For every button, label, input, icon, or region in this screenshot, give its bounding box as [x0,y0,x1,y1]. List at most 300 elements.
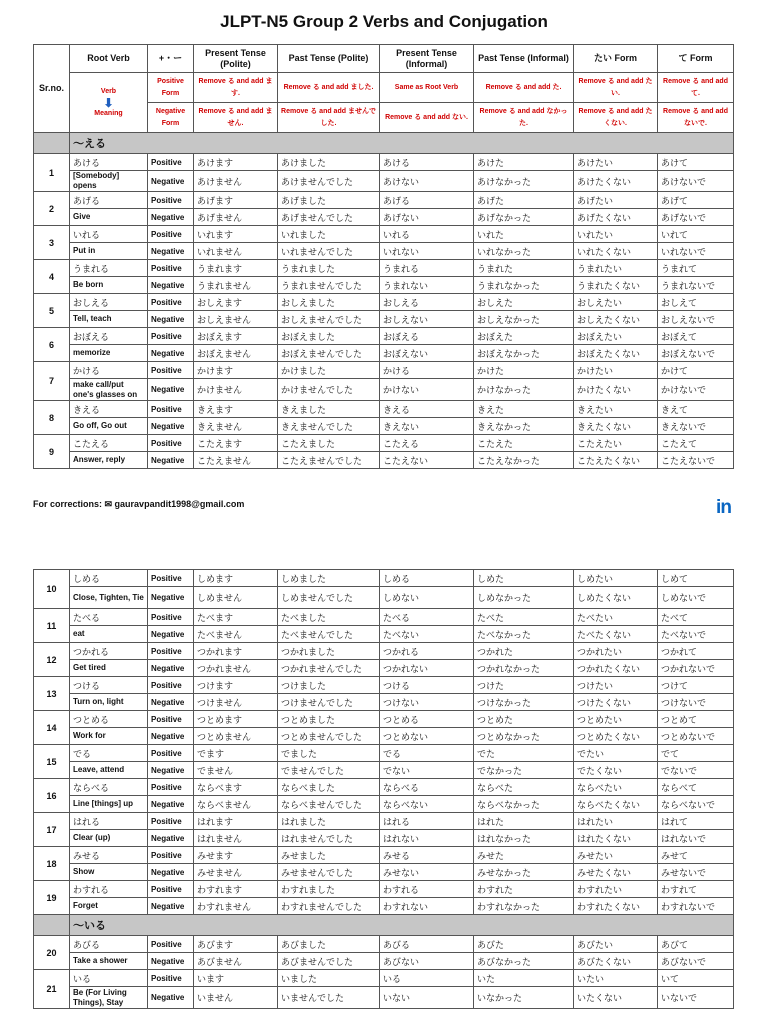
conjugation-cell: つとめました [278,711,380,728]
table-row [34,847,734,864]
conjugation-cell: あげました [278,192,380,209]
conjugation-cell: いれませんでした [278,243,380,260]
conjugation-cell: みせないで [658,864,734,881]
verb-number: 14 [34,711,70,745]
conjugation-cell: わすれたい [574,881,658,898]
conjugation-cell: つかれて [658,643,734,660]
conjugation-cell: あけたい [574,154,658,171]
verb-meaning: Line [things] up [70,796,148,813]
conjugation-cell: いれる [380,226,474,243]
root-verb: おぼえる [70,328,148,345]
conjugation-cell: つとめない [380,728,474,745]
polarity-positive: Positive [148,677,194,694]
conjugation-cell: こたえたくない [574,452,658,469]
verb-number: 6 [34,328,70,362]
conjugation-cell: つけたくない [574,694,658,711]
verb-rows [34,154,734,469]
conjugation-cell: おしえる [380,294,474,311]
table-row [34,277,734,294]
conjugation-cell: あびました [278,936,380,953]
conjugation-cell: いないで [658,987,734,1009]
conjugation-cell: つとめた [474,711,574,728]
polarity-positive: Positive [148,970,194,987]
verb-meaning: Get tired [70,660,148,677]
conjugation-cell: います [194,970,278,987]
conjugation-cell: つとめなかった [474,728,574,745]
conjugation-cell: あげない [380,209,474,226]
table-row [34,660,734,677]
conjugation-cell: つかれた [474,643,574,660]
conjugation-cell: つかれません [194,660,278,677]
conjugation-cell: うまれます [194,260,278,277]
conjugation-cell: かける [380,362,474,379]
conjugation-cell: おしえて [658,294,734,311]
conjugation-cell: みせません [194,864,278,881]
conjugation-cell: はれなかった [474,830,574,847]
conjugation-cell: ならべません [194,796,278,813]
conjugation-cell: きえたい [574,401,658,418]
conjugation-cell: たべない [380,626,474,643]
verb-number: 3 [34,226,70,260]
conjugation-cell: わすれたくない [574,898,658,915]
conjugation-cell: おぼえたい [574,328,658,345]
conjugation-cell: こたえません [194,452,278,469]
header-verb: Verb [100,87,117,95]
conjugation-cell: あびる [380,936,474,953]
conjugation-cell: わすれなかった [474,898,574,915]
root-verb: あげる [70,192,148,209]
rule-positive: Remove る and add たい. [574,73,658,103]
conjugation-cell: あびないで [658,953,734,970]
conjugation-cell: ならべました [278,779,380,796]
polarity-positive: Positive [148,401,194,418]
root-verb: ならべる [70,779,148,796]
polarity-negative: Negative [148,345,194,362]
conjugation-cell: つけないで [658,694,734,711]
verb-number: 20 [34,936,70,970]
conjugation-cell: みせませんでした [278,864,380,881]
polarity-negative: Negative [148,626,194,643]
table-row [34,154,734,171]
conjugation-cell: あけなかった [474,171,574,192]
conjugation-cell: かけない [380,379,474,401]
conjugation-cell: きえませんでした [278,418,380,435]
conjugation-cell: いれない [380,243,474,260]
conjugation-cell: たべて [658,609,734,626]
conjugation-cell: はれます [194,813,278,830]
conjugation-cell: いれなかった [474,243,574,260]
conjugation-cell: たべなかった [474,626,574,643]
conjugation-cell: いて [658,970,734,987]
conjugation-cell: いれた [474,226,574,243]
conjugation-cell: かけなかった [474,379,574,401]
verb-number: 2 [34,192,70,226]
conjugation-cell: あびたくない [574,953,658,970]
conjugation-cell: ならべなかった [474,796,574,813]
rule-negative: Remove る and add ないで. [658,103,734,133]
conjugation-cell: ならべたくない [574,796,658,813]
root-verb: つとめる [70,711,148,728]
conjugation-cell: おしえないで [658,311,734,328]
conjugation-cell: はれました [278,813,380,830]
conjugation-cell: でます [194,745,278,762]
table-row [34,609,734,626]
conjugation-cell: わすれません [194,898,278,915]
root-verb: たべる [70,609,148,626]
conjugation-cell: はれません [194,830,278,847]
conjugation-cell: つけたい [574,677,658,694]
conjugation-cell: わすれないで [658,898,734,915]
table-row [34,435,734,452]
conjugation-cell: こたえなかった [474,452,574,469]
root-verb: きえる [70,401,148,418]
conjugation-cell: わすれた [474,881,574,898]
table-row [34,643,734,660]
rule-positive: Remove る and add ました. [278,73,380,103]
root-verb: しめる [70,570,148,587]
polarity-negative: Negative [148,728,194,745]
verb-meaning: Put in [70,243,148,260]
conjugation-cell: うまれない [380,277,474,294]
conjugation-cell: つかれない [380,660,474,677]
root-verb: おしえる [70,294,148,311]
conjugation-cell: しめなかった [474,587,574,609]
verb-number: 21 [34,970,70,1009]
conjugation-cell: おしえたくない [574,311,658,328]
conjugation-cell: みせたくない [574,864,658,881]
conjugation-cell: ならべた [474,779,574,796]
conjugation-cell: あけませんでした [278,171,380,192]
conjugation-cell: うまれません [194,277,278,294]
conjugation-cell: つかれなかった [474,660,574,677]
conjugation-cell: おしえませんでした [278,311,380,328]
table-row [34,260,734,277]
conjugation-cell: しめて [658,570,734,587]
table-row [34,626,734,643]
conjugation-cell: おぼえる [380,328,474,345]
verb-number: 18 [34,847,70,881]
table-row [34,243,734,260]
table-row [34,311,734,328]
rule-negative: Remove る and add ませんでした. [278,103,380,133]
conjugation-cell: ならべたい [574,779,658,796]
conjugation-cell: かけませんでした [278,379,380,401]
conjugation-cell: あけないで [658,171,734,192]
verb-number: 4 [34,260,70,294]
conjugation-cell: でなかった [474,762,574,779]
verb-meaning: Leave, attend [70,762,148,779]
rule-positive: Remove る and add て. [658,73,734,103]
conjugation-cell: つかれます [194,643,278,660]
conjugation-cell: うまれました [278,260,380,277]
conjugation-cell: みせない [380,864,474,881]
table-row [34,379,734,401]
conjugation-cell: つかれたい [574,643,658,660]
header-present-informal: Present Tense (Informal) [380,45,474,73]
conjugation-cell: あびません [194,953,278,970]
conjugation-cell: しめたくない [574,587,658,609]
conjugation-cell: きえました [278,401,380,418]
rule-positive: Remove る and add た. [474,73,574,103]
verb-number: 5 [34,294,70,328]
conjugation-cell: たべません [194,626,278,643]
conjugation-cell: つとめる [380,711,474,728]
table-row [34,711,734,728]
conjugation-cell: おしえたい [574,294,658,311]
conjugation-cell: あけない [380,171,474,192]
conjugation-cell: あけます [194,154,278,171]
polarity-negative: Negative [148,762,194,779]
conjugation-cell: でないで [658,762,734,779]
polarity-negative: Negative [148,796,194,813]
table-row [34,987,734,1009]
conjugation-cell: つとめませんでした [278,728,380,745]
conjugation-cell: あげません [194,209,278,226]
conjugation-cell: うまれないで [658,277,734,294]
polarity-negative: Negative [148,830,194,847]
root-verb: はれる [70,813,148,830]
polarity-negative: Negative [148,243,194,260]
conjugation-cell: うまれて [658,260,734,277]
conjugation-cell: あげたくない [574,209,658,226]
polarity-positive: Positive [148,362,194,379]
conjugation-cell: つかれませんでした [278,660,380,677]
table-row [34,864,734,881]
conjugation-cell: つとめたくない [574,728,658,745]
polarity-positive: Positive [148,328,194,345]
polarity-positive: Positive [148,779,194,796]
arrow-down-icon: ⬇ [103,95,114,110]
conjugation-cell: あけません [194,171,278,192]
conjugation-cell: おぼえます [194,328,278,345]
conjugation-cell: きえなかった [474,418,574,435]
conjugation-cell: はれて [658,813,734,830]
conjugation-cell: みせた [474,847,574,864]
conjugation-cell: いる [380,970,474,987]
verb-number: 1 [34,154,70,192]
verb-meaning: Work for [70,728,148,745]
polarity-negative: Negative [148,660,194,677]
polarity-negative: Negative [148,694,194,711]
conjugation-cell: あびます [194,936,278,953]
polarity-negative: Negative [148,311,194,328]
conjugation-cell: おぼえた [474,328,574,345]
conjugation-cell: みせます [194,847,278,864]
conjugation-cell: たべませんでした [278,626,380,643]
root-verb: あける [70,154,148,171]
conjugation-cell: あびませんでした [278,953,380,970]
conjugation-cell: あげます [194,192,278,209]
conjugation-cell: こたえない [380,452,474,469]
conjugation-cell: つける [380,677,474,694]
linkedin-icon[interactable]: in [713,497,734,518]
conjugation-cell: おぼえませんでした [278,345,380,362]
verb-meaning: Turn on, light [70,694,148,711]
verb-number: 11 [34,609,70,643]
conjugation-cell: こたえました [278,435,380,452]
polarity-negative: Negative [148,898,194,915]
conjugation-cell: たべた [474,609,574,626]
conjugation-cell: かけました [278,362,380,379]
conjugation-cell: こたえた [474,435,574,452]
table-row [34,192,734,209]
conjugation-cell: きえないで [658,418,734,435]
table-row [34,813,734,830]
conjugation-cell: いれたい [574,226,658,243]
conjugation-cell: おぼえません [194,345,278,362]
conjugation-cell: わすれました [278,881,380,898]
rule-positive: Same as Root Verb [380,73,474,103]
conjugation-cell: いたい [574,970,658,987]
conjugation-cell: あびた [474,936,574,953]
table-row [34,362,734,379]
verb-meaning: memorize [70,345,148,362]
conjugation-cell: つけて [658,677,734,694]
table-row [34,328,734,345]
conjugation-cell: しめました [278,570,380,587]
conjugation-cell: きえて [658,401,734,418]
conjugation-cell: おぼえないで [658,345,734,362]
group-label: ～いる [70,915,734,936]
table-row [34,294,734,311]
conjugation-cell: わすれます [194,881,278,898]
conjugation-cell: つけない [380,694,474,711]
table-row [34,881,734,898]
polarity-positive: Positive [148,711,194,728]
conjugation-cell: いれます [194,226,278,243]
conjugation-cell: つとめたい [574,711,658,728]
rule-negative: Remove る and add たくない. [574,103,658,133]
root-verb: いれる [70,226,148,243]
conjugation-cell: みせて [658,847,734,864]
polarity-negative: Negative [148,987,194,1009]
conjugation-cell: つけた [474,677,574,694]
conjugation-cell: つかれたくない [574,660,658,677]
table-row [34,970,734,987]
conjugation-cell: わすれて [658,881,734,898]
table-row [34,779,734,796]
table-row [34,226,734,243]
group-header-iru [34,915,734,936]
verb-meaning: eat [70,626,148,643]
polarity-negative: Negative [148,418,194,435]
conjugation-cell: でません [194,762,278,779]
conjugation-cell: いれたくない [574,243,658,260]
conjugation-cell: あげた [474,192,574,209]
conjugation-cell: しめません [194,587,278,609]
conjugation-cell: ならべませんでした [278,796,380,813]
verb-number: 7 [34,362,70,401]
verb-meaning: Close, Tighten, Tie [70,587,148,609]
conjugation-cell: かけた [474,362,574,379]
footer-corrections: For corrections: ✉ gauravpandit1998@gmail.com [33,499,245,509]
conjugation-cell: つけませんでした [278,694,380,711]
conjugation-cell: うまれたい [574,260,658,277]
conjugation-cell: かけます [194,362,278,379]
conjugation-cell: きえない [380,418,474,435]
conjugation-cell: でる [380,745,474,762]
verb-meaning: Clear (up) [70,830,148,847]
conjugation-cell: あびたい [574,936,658,953]
root-verb: つける [70,677,148,694]
header-positive-form: Positive Form [148,73,194,103]
conjugation-cell: いたくない [574,987,658,1009]
polarity-positive: Positive [148,609,194,626]
conjugation-cell: たべたくない [574,626,658,643]
conjugation-cell: しめる [380,570,474,587]
table-row [34,728,734,745]
conjugation-cell: いれて [658,226,734,243]
conjugation-cell: おしえます [194,294,278,311]
conjugation-cell: うまれた [474,260,574,277]
header-te-form: て Form [658,45,734,73]
conjugation-cell: かけたくない [574,379,658,401]
conjugation-cell: ならべないで [658,796,734,813]
polarity-negative: Negative [148,379,194,401]
conjugation-cell: きえます [194,401,278,418]
conjugation-cell: しめたい [574,570,658,587]
conjugation-cell: かけたい [574,362,658,379]
conjugation-cell: つけます [194,677,278,694]
conjugation-cell: きえません [194,418,278,435]
verb-meaning: Be born [70,277,148,294]
table-row [34,694,734,711]
table-row [34,418,734,435]
verb-meaning: make call/put one's glasses on [70,379,148,401]
polarity-negative: Negative [148,864,194,881]
root-verb: わすれる [70,881,148,898]
verb-meaning: Go off, Go out [70,418,148,435]
header-srno: Sr.no. [34,45,70,133]
root-verb: いる [70,970,148,987]
header-meaning: Meaning [94,109,123,117]
conjugation-cell: かけて [658,362,734,379]
page-title: JLPT-N5 Group 2 Verbs and Conjugation [220,12,548,31]
conjugation-cell: おぼえました [278,328,380,345]
root-verb: かける [70,362,148,379]
conjugation-cell: ならべる [380,779,474,796]
conjugation-cell: みせました [278,847,380,864]
root-verb: うまれる [70,260,148,277]
conjugation-cell: しめませんでした [278,587,380,609]
polarity-negative: Negative [148,452,194,469]
conjugation-cell: でませんでした [278,762,380,779]
conjugation-cell: でました [278,745,380,762]
polarity-negative: Negative [148,953,194,970]
group-header-eru [34,133,734,154]
conjugation-cell: うまれなかった [474,277,574,294]
conjugation-table-2 [33,569,734,1009]
conjugation-cell: いませんでした [278,987,380,1009]
conjugation-cell: こたえたい [574,435,658,452]
verb-number: 12 [34,643,70,677]
verb-number: 15 [34,745,70,779]
conjugation-cell: あびて [658,936,734,953]
conjugation-cell: わすれませんでした [278,898,380,915]
conjugation-cell: あげなかった [474,209,574,226]
table-row [34,452,734,469]
conjugation-cell: わすれない [380,898,474,915]
root-verb: つかれる [70,643,148,660]
conjugation-cell: ならべます [194,779,278,796]
group-label: ～える [70,133,734,154]
conjugation-cell: たべないで [658,626,734,643]
rule-positive: Remove る and add ます. [194,73,278,103]
conjugation-cell: みせる [380,847,474,864]
table-row [34,570,734,587]
polarity-positive: Positive [148,745,194,762]
conjugation-cell: こたえないで [658,452,734,469]
